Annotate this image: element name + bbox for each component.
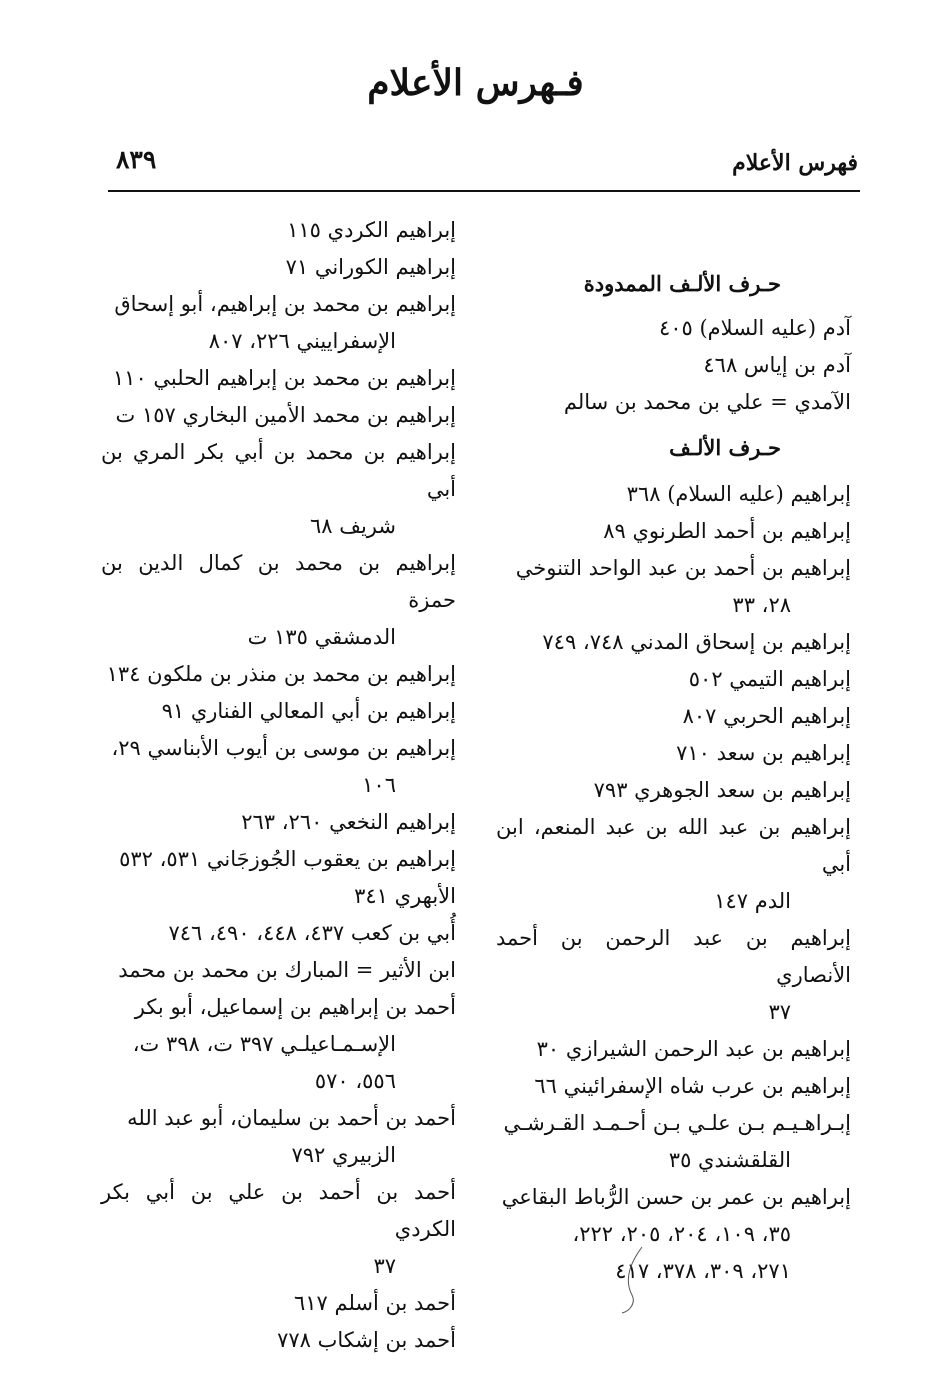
entry-text: أُبي بن كعب ٤٣٧، ٤٤٨، ٤٩٠، ٧٤٦ [168, 921, 456, 945]
entry-text: أحمد بن إبراهيم بن إسماعيل، أبو بكر [134, 995, 456, 1019]
index-entry [101, 693, 456, 730]
entry-text: أحمد بن أحمد بن سليمان، أبو عبد الله [127, 1106, 456, 1130]
entry-text: إبـراهـيـم بـن علـي بـن أحـمـد القـرشـي [503, 1111, 851, 1135]
entry-continuation: الإسـمـاعيلـي ٣٩٧ ت، ٣٩٨ ت، [132, 1032, 396, 1056]
entry-list [496, 476, 851, 1290]
entry-text: إبراهيم بن عرب شاه الإسفرائيني ٦٦ [534, 1074, 851, 1098]
index-entry [496, 920, 851, 1031]
header-rule [108, 190, 860, 192]
entry-text: أحمد بن أحمد بن علي بن أبي بكر الكردي [101, 1180, 457, 1241]
entry-text: إبراهيم الكردي ١١٥ [287, 218, 456, 242]
index-entry [101, 286, 456, 360]
entry-continuation: الدم ١٤٧ [714, 889, 791, 913]
entry-continuation: الزبيري ٧٩٢ [291, 1143, 396, 1167]
index-entry [496, 1068, 851, 1105]
page-title: فـهرس الأعلام [367, 62, 584, 104]
entry-text: إبراهيم بن أحمد الطرنوي ٨٩ [603, 519, 851, 543]
entry-continuation: ١٠٦ [362, 773, 396, 797]
entry-continuation: ٣٧ [768, 1000, 791, 1024]
index-entry [496, 809, 851, 920]
entry-continuation: ٣٥، ١٠٩، ٢٠٤، ٢٠٥، ٢٢٢، [572, 1222, 791, 1246]
page-number: ٨٣٩ [116, 145, 157, 174]
index-entry [496, 513, 851, 550]
entry-text: إبراهيم بن عمر بن حسن الرُّباط البقاعي [501, 1185, 851, 1209]
entry-text: إبراهيم بن عبد الرحمن الشيرازي ٣٠ [536, 1037, 851, 1061]
entry-continuation: ٢٨، ٣٣ [732, 593, 791, 617]
entry-text: إبراهيم النخعي ٢٦٠، ٢٦٣ [241, 810, 456, 834]
entry-text: أحمد بن إشكاب ٧٧٨ [277, 1328, 456, 1352]
index-entry [496, 310, 851, 347]
index-entry [101, 656, 456, 693]
entry-text: إبراهيم بن محمد الأمين البخاري ١٥٧ ت [115, 403, 456, 427]
entry-text: إبراهيم بن عبد الرحمن بن أحمد الأنصاري [496, 926, 851, 987]
index-entry [101, 1322, 456, 1359]
entry-text: إبراهيم التيمي ٥٠٢ [688, 667, 851, 691]
index-entry [101, 249, 456, 286]
entry-continuation: ٣٧ [373, 1254, 396, 1278]
index-entry [101, 1285, 456, 1322]
entry-text: إبراهيم بن سعد الجوهري ٧٩٣ [593, 778, 851, 802]
entry-text: إبراهيم بن محمد بن كمال الدين بن حمزة [101, 551, 456, 612]
entry-text: أحمد بن أسلم ٦١٧ [293, 1291, 456, 1315]
index-entry [101, 915, 456, 952]
index-entry [101, 878, 456, 915]
index-entry [496, 772, 851, 809]
entry-text: إبراهيم بن أبي المعالي الفناري ٩١ [161, 699, 456, 723]
entry-text: الأبهري ٣٤١ [354, 884, 456, 908]
index-entry [101, 841, 456, 878]
index-entry [496, 1105, 851, 1179]
index-entry [101, 1100, 456, 1174]
entry-list [101, 212, 456, 1359]
section-heading: حـرف الألـف الممدودة [583, 271, 781, 296]
entry-text: آدم (عليه السلام) ٤٠٥ [658, 316, 851, 340]
index-entry [101, 360, 456, 397]
entry-text: إبراهيم بن يعقوب الجُوزجَاني ٥٣١، ٥٣٢ [119, 847, 456, 871]
entry-text: الآمدي = علي بن محمد بن سالم [563, 390, 851, 414]
index-entry [101, 952, 456, 989]
entry-text: إبراهيم بن سعد ٧١٠ [676, 741, 851, 765]
index-entry [101, 212, 456, 249]
index-entry [101, 397, 456, 434]
entry-text: إبراهيم بن محمد بن أبي بكر المري بن أبي [101, 440, 456, 501]
entry-continuation: ٢٧١، ٣٠٩، ٣٧٨، ٤١٧ [615, 1259, 791, 1283]
entry-text: إبراهيم بن أحمد بن عبد الواحد التنوخي [515, 556, 851, 580]
index-entry [101, 804, 456, 841]
index-entry [496, 735, 851, 772]
index-entry [496, 476, 851, 513]
index-entry [496, 1031, 851, 1068]
entry-continuation: شريف ٦٨ [309, 514, 396, 538]
right-column [496, 263, 851, 1290]
entry-text: ابن الأثير = المبارك بن محمد بن محمد [118, 958, 456, 982]
index-entry [101, 434, 456, 545]
entry-text: إبراهيم الكوراني ٧١ [285, 255, 456, 279]
index-entry [101, 545, 456, 656]
section-heading: حـرف الألـف [669, 435, 781, 460]
index-entry [496, 550, 851, 624]
left-column [101, 212, 456, 1359]
entry-text: إبراهيم (عليه السلام) ٣٦٨ [626, 482, 851, 506]
entry-list [496, 310, 851, 421]
index-entry [496, 624, 851, 661]
entry-continuation: الإسفراييني ٢٢٦، ٨٠٧ [208, 329, 396, 353]
entry-text: إبراهيم بن عبد الله بن عبد المنعم، ابن أبي [496, 815, 851, 876]
entry-continuation: القلقشندي ٣٥ [668, 1148, 791, 1172]
entry-text: آدم بن إياس ٤٦٨ [703, 353, 851, 377]
running-head: فهرس الأعلام [732, 150, 858, 176]
index-entry [496, 661, 851, 698]
index-entry [101, 989, 456, 1100]
entry-text: إبراهيم بن محمد بن إبراهيم الحلبي ١١٠ [112, 366, 456, 390]
entry-text: إبراهيم الحربي ٨٠٧ [682, 704, 851, 728]
index-entry [101, 1174, 456, 1285]
entry-text: إبراهيم بن إسحاق المدني ٧٤٨، ٧٤٩ [542, 630, 851, 654]
entry-text: إبراهيم بن محمد بن إبراهيم، أبو إسحاق [114, 292, 456, 316]
index-entry [496, 347, 851, 384]
entry-continuation: ٥٥٦، ٥٧٠ [314, 1069, 396, 1093]
index-entry [496, 384, 851, 421]
pen-mark [612, 1245, 652, 1315]
index-entry [101, 730, 456, 804]
entry-text: إبراهيم بن موسى بن أيوب الأبناسي ٢٩، [111, 736, 456, 760]
index-entry [496, 1179, 851, 1290]
entry-continuation: الدمشقي ١٣٥ ت [247, 625, 396, 649]
index-entry [496, 698, 851, 735]
entry-text: إبراهيم بن محمد بن منذر بن ملكون ١٣٤ [106, 662, 456, 686]
